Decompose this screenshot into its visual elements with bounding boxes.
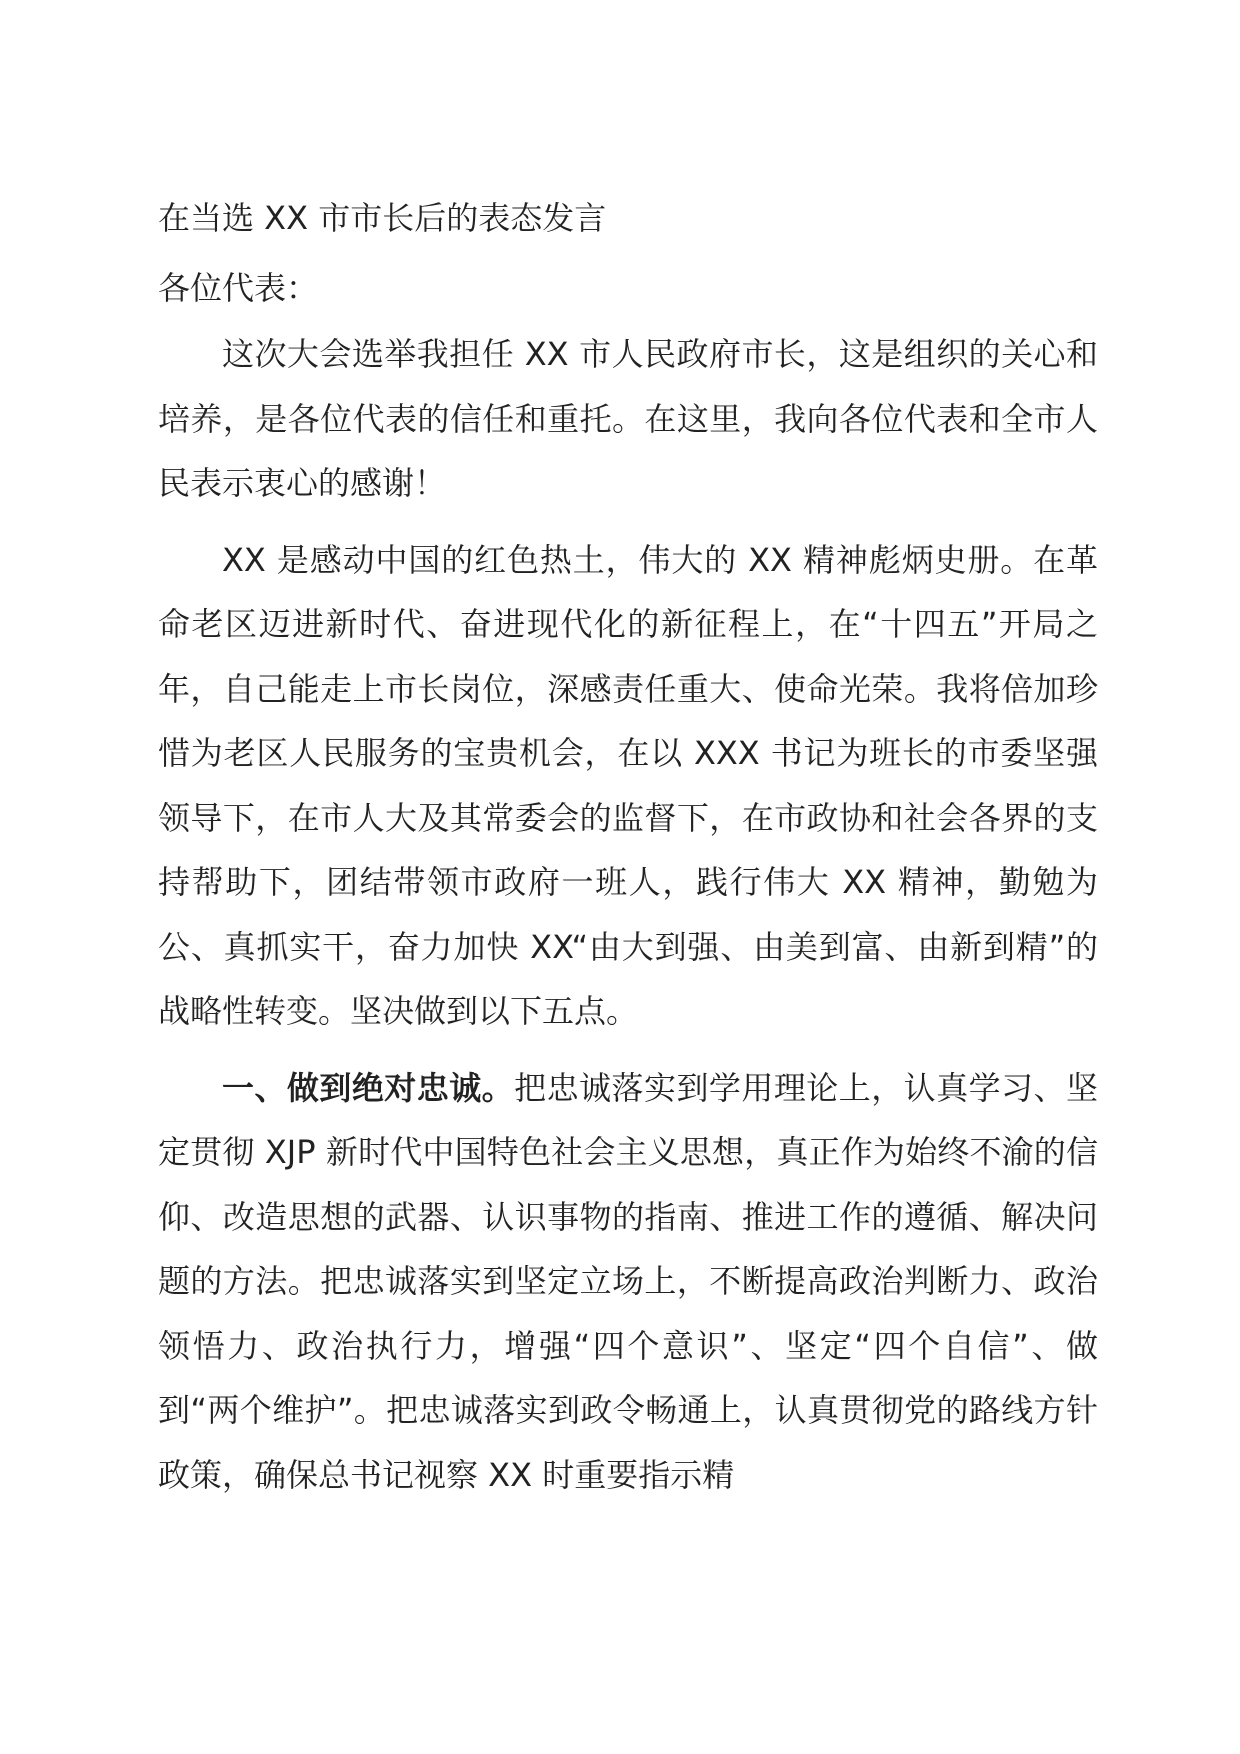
paragraph-1-text: 这次大会选举我担任 XX 市人民政府市长，这是组织的关心和培养，是各位代表的信任和重托。在这里，我向各位代表和全市人民表示衷心的感谢！ (158, 335, 1098, 502)
paragraph-3 (158, 1056, 1098, 1508)
paragraph-2-text: XX 是感动中国的红色热土，伟大的 XX 精神彪炳史册。在革命老区迈进新时代、奋进现代化的新征程上，在“十四五”开局之年，自己能走上市长岗位，深感责任重大、使命光荣。我将倍加珍惜为老区人民服务的宝贵机会，在以 XXX 书记为班长的市委坚强领导下，在市人大及其常委会的监督下，在市政协和社会各界的支持帮助下，团结带领市政府一班人，践行伟大 XX 精神，勤勉为公、真抓实干，奋力加快 XX“由大到强、由美到富、由新到精”的战略性转变。坚决做到以下五点。 (158, 540, 1098, 1030)
paragraph-3-text: 把忠诚落实到学用理论上，认真学习、坚定贯彻 XJP 新时代中国特色社会主义思想，真正作为始终不渝的信仰、改造思想的武器、认识事物的指南、推进工作的遵循、解决问题的方法。把忠诚落实到坚定立场上，不断提高政治判断力、政治领悟力、政治执行力，增强“四个意识”、坚定“四个自信”、做到“两个维护”。把忠诚落实到政令畅通上，认真贯彻党的路线方针政策，确保总书记视察 XX 时重要指示精 (158, 1068, 1098, 1494)
paragraph-1 (158, 322, 1098, 516)
paragraph-2 (158, 528, 1098, 1044)
document-body (158, 196, 1098, 1507)
paragraph-3-heading: 一、做到绝对忠诚。 (222, 1068, 515, 1107)
document-title: 在当选 XX 市市长后的表态发言 (158, 199, 607, 237)
salutation: 各位代表： (158, 269, 319, 307)
